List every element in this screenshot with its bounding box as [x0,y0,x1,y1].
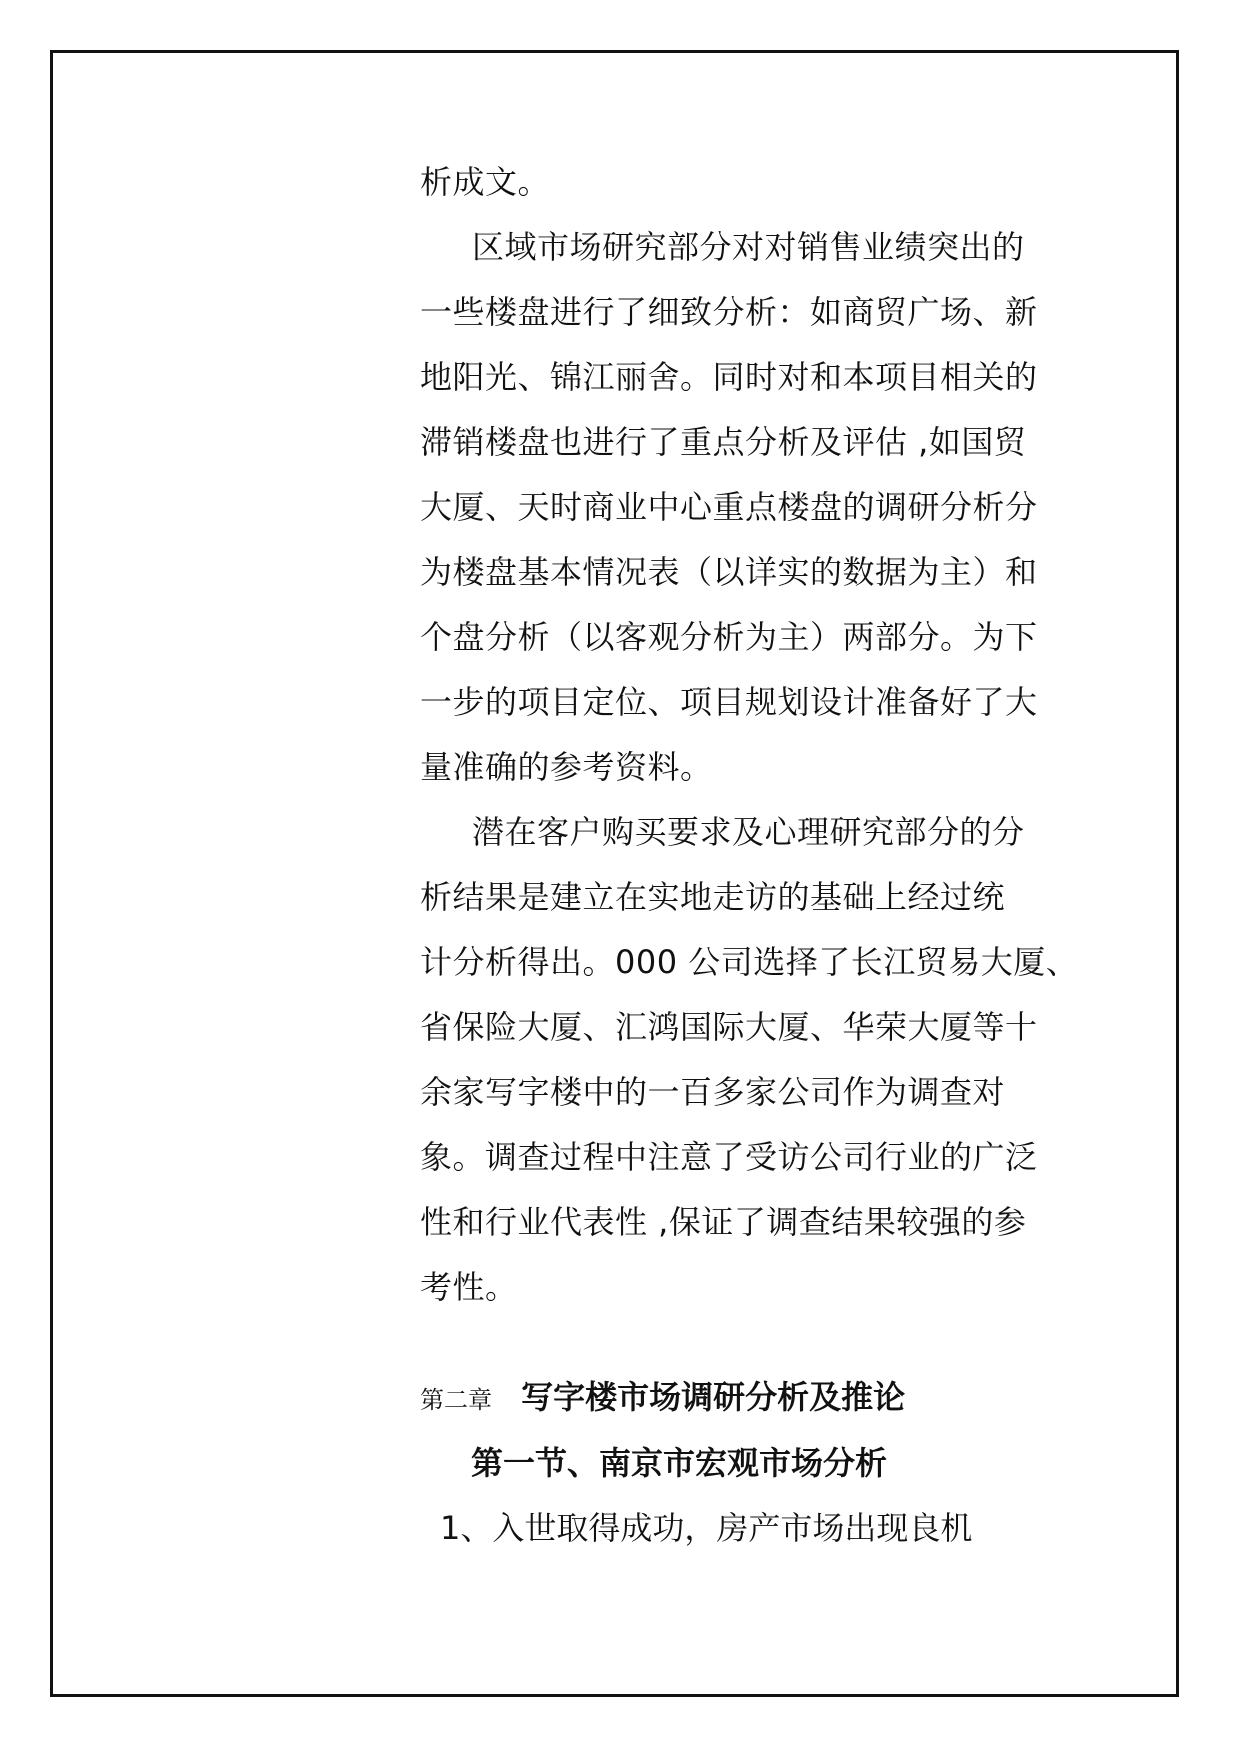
text-line: 性和行业代表性 ,保证了调查结果较强的参 [420,1203,1027,1241]
text-line: 区域市场研究部分对对销售业绩突出的 [472,228,1025,266]
paragraph [420,150,1060,215]
text-line: 滞销楼盘也进行了重点分析及评估 ,如国贸 [420,423,1027,461]
text-line: 析结果是建立在实地走访的基础上经过统 [420,878,1006,916]
text-line: 考性。 [420,1268,518,1306]
text-line: 余家写字楼中的一百多家公司作为调查对 [420,1073,1006,1111]
text-line: 个盘分析（以客观分析为主）两部分。为下 [420,618,1038,656]
text-line: 省保险大厦、汇鸿国际大厦、华荣大厦等十 [420,1008,1038,1046]
text-line: 计分析得出。000 公司选择了长江贸易大厦、 [420,943,1079,981]
text-line: 潜在客户购买要求及心理研究部分的分 [472,813,1025,851]
text-line: 一些楼盘进行了细致分析：如商贸广场、新 [420,293,1038,331]
text-line: 地阳光、锦江丽舍。同时对和本项目相关的 [420,358,1038,396]
text-line: 一步的项目定位、项目规划设计准备好了大 [420,683,1038,721]
text-line: 为楼盘基本情况表（以详实的数据为主）和 [420,553,1038,591]
text-line: 大厦、天时商业中心重点楼盘的调研分析分 [420,488,1038,526]
body-text [420,150,1079,1320]
text-line: 象。调查过程中注意了受访公司行业的广泛 [420,1138,1038,1176]
chapter-number: 第二章 [420,1386,492,1414]
text-line: 析成文。 [420,163,551,201]
paragraph [420,215,1060,800]
chapter-title: 写字楼市场调研分析及推论 [521,1378,906,1416]
text-line: 量准确的参考资料。 [420,748,713,786]
paragraph [420,800,1079,1320]
section-title: 第一节、南京市宏观市场分析 [471,1444,888,1482]
chapter-heading [420,1372,905,1418]
subsection-title: 1、入世取得成功，房产市场出现良机 [440,1509,973,1547]
